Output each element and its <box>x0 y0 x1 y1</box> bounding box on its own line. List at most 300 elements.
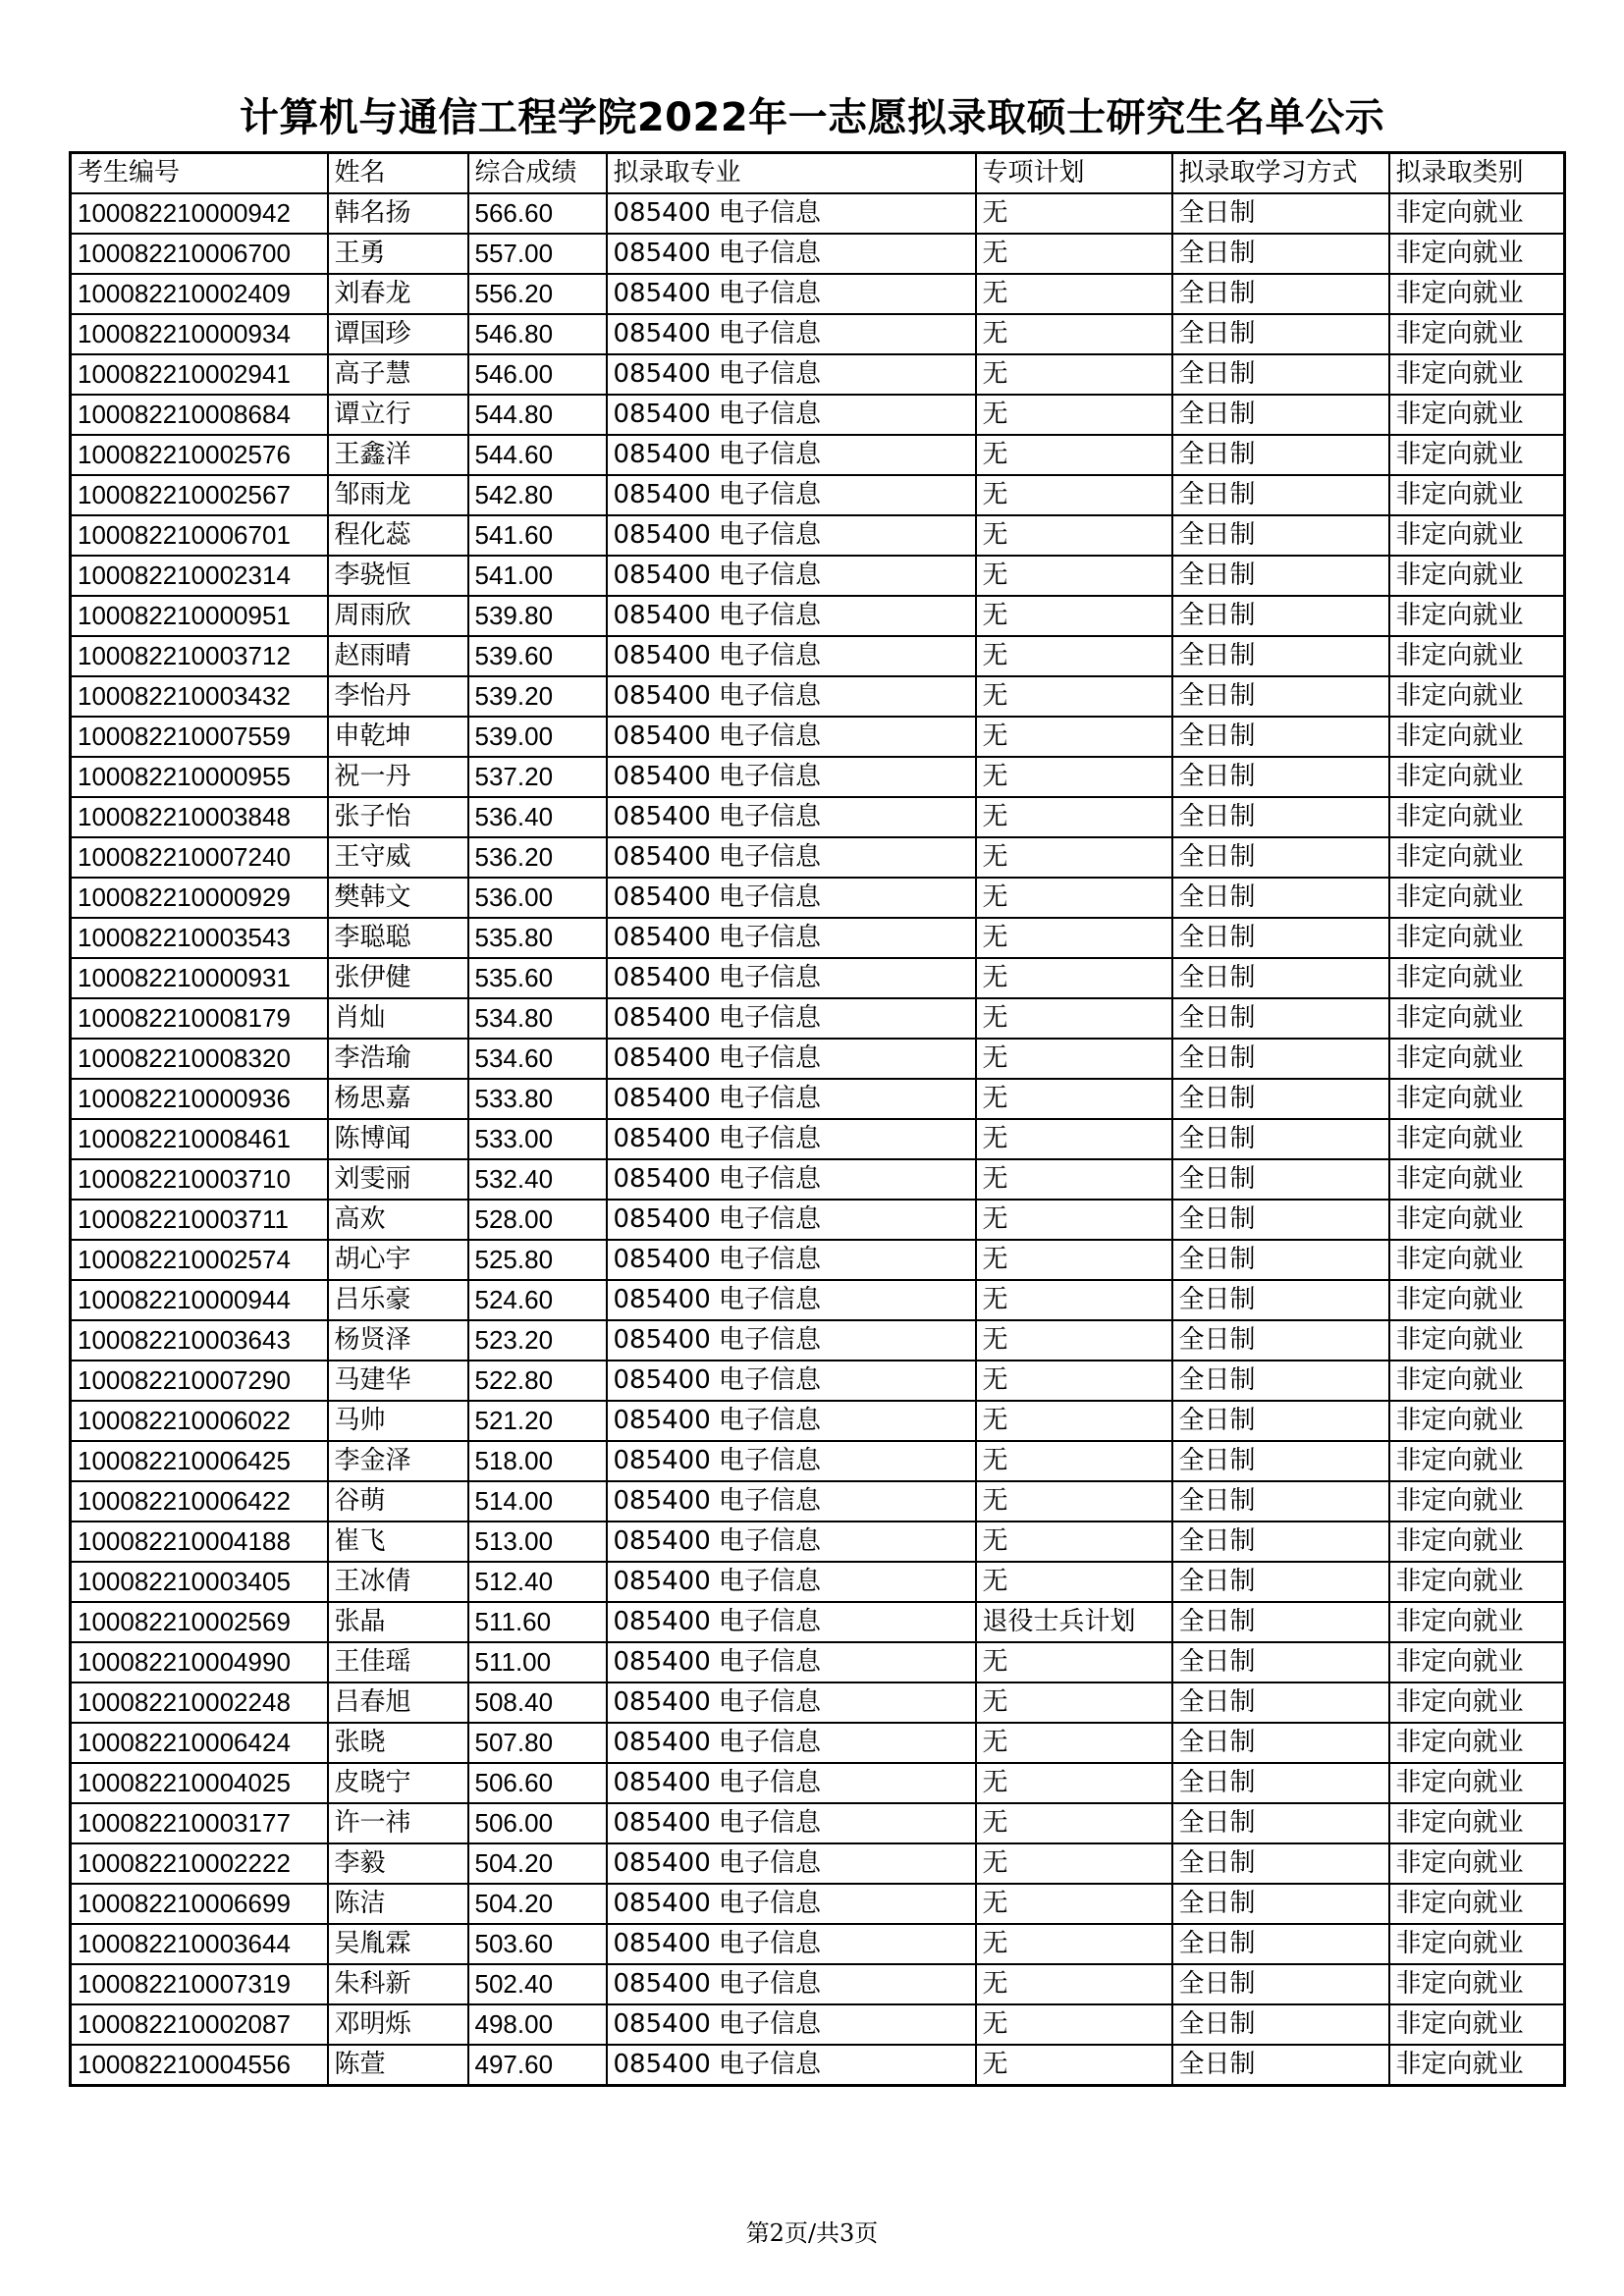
cell-major: 085400 电子信息 <box>607 1401 976 1441</box>
cell-special-plan: 无 <box>976 1320 1172 1361</box>
cell-category: 非定向就业 <box>1389 636 1565 676</box>
cell-special-plan: 无 <box>976 1763 1172 1803</box>
cell-score: 502.40 <box>468 1964 607 2004</box>
cell-special-plan: 无 <box>976 314 1172 354</box>
cell-special-plan: 无 <box>976 757 1172 797</box>
table-row <box>71 1361 1565 1401</box>
table-row <box>71 1964 1565 2004</box>
table-row <box>71 1039 1565 1079</box>
cell-major: 085400 电子信息 <box>607 1642 976 1682</box>
cell-name: 李金泽 <box>328 1441 468 1481</box>
cell-special-plan: 无 <box>976 1039 1172 1079</box>
cell-category: 非定向就业 <box>1389 395 1565 435</box>
cell-study-mode: 全日制 <box>1172 1924 1389 1964</box>
cell-special-plan: 无 <box>976 1159 1172 1200</box>
cell-category: 非定向就业 <box>1389 193 1565 234</box>
cell-major: 085400 电子信息 <box>607 1119 976 1159</box>
cell-name: 朱科新 <box>328 1964 468 2004</box>
cell-category: 非定向就业 <box>1389 1803 1565 1843</box>
cell-special-plan: 无 <box>976 274 1172 314</box>
cell-score: 546.80 <box>468 314 607 354</box>
table-row <box>71 1723 1565 1763</box>
cell-major: 085400 电子信息 <box>607 395 976 435</box>
cell-category: 非定向就业 <box>1389 1401 1565 1441</box>
cell-category: 非定向就业 <box>1389 2004 1565 2045</box>
cell-special-plan: 无 <box>976 1964 1172 2004</box>
cell-major: 085400 电子信息 <box>607 354 976 395</box>
cell-special-plan: 无 <box>976 1361 1172 1401</box>
cell-major: 085400 电子信息 <box>607 636 976 676</box>
cell-category: 非定向就业 <box>1389 918 1565 958</box>
cell-study-mode: 全日制 <box>1172 1843 1389 1884</box>
table-row <box>71 878 1565 918</box>
cell-score: 537.20 <box>468 757 607 797</box>
cell-major: 085400 电子信息 <box>607 515 976 556</box>
table-row <box>71 354 1565 395</box>
table-row <box>71 1079 1565 1119</box>
cell-study-mode: 全日制 <box>1172 314 1389 354</box>
cell-study-mode: 全日制 <box>1172 1803 1389 1843</box>
cell-study-mode: 全日制 <box>1172 1200 1389 1240</box>
cell-score: 534.80 <box>468 998 607 1039</box>
cell-name: 谭立行 <box>328 395 468 435</box>
cell-exam-id: 100082210004556 <box>71 2045 328 2086</box>
cell-category: 非定向就业 <box>1389 958 1565 998</box>
cell-name: 陈洁 <box>328 1884 468 1924</box>
cell-special-plan: 无 <box>976 515 1172 556</box>
cell-score: 534.60 <box>468 1039 607 1079</box>
header-category: 拟录取类别 <box>1389 153 1565 194</box>
cell-special-plan: 无 <box>976 1200 1172 1240</box>
cell-special-plan: 无 <box>976 234 1172 274</box>
cell-major: 085400 电子信息 <box>607 475 976 515</box>
cell-major: 085400 电子信息 <box>607 717 976 757</box>
cell-category: 非定向就业 <box>1389 797 1565 837</box>
cell-category: 非定向就业 <box>1389 1079 1565 1119</box>
table-row <box>71 1320 1565 1361</box>
cell-study-mode: 全日制 <box>1172 1642 1389 1682</box>
table-row <box>71 1843 1565 1884</box>
cell-category: 非定向就业 <box>1389 1119 1565 1159</box>
cell-exam-id: 100082210006422 <box>71 1481 328 1522</box>
page-title: 计算机与通信工程学院2022年一志愿拟录取硕士研究生名单公示 <box>239 95 1385 140</box>
cell-name: 吴胤霖 <box>328 1924 468 1964</box>
cell-category: 非定向就业 <box>1389 1723 1565 1763</box>
cell-major: 085400 电子信息 <box>607 878 976 918</box>
cell-special-plan: 无 <box>976 2004 1172 2045</box>
cell-score: 508.40 <box>468 1682 607 1723</box>
cell-exam-id: 100082210004188 <box>71 1522 328 1562</box>
cell-major: 085400 电子信息 <box>607 837 976 878</box>
cell-special-plan: 无 <box>976 1401 1172 1441</box>
cell-score: 539.60 <box>468 636 607 676</box>
cell-special-plan: 无 <box>976 1562 1172 1602</box>
cell-category: 非定向就业 <box>1389 515 1565 556</box>
cell-major: 085400 电子信息 <box>607 1924 976 1964</box>
cell-study-mode: 全日制 <box>1172 1723 1389 1763</box>
cell-name: 程化蕊 <box>328 515 468 556</box>
cell-major: 085400 电子信息 <box>607 1682 976 1723</box>
page-number: 第2页/共3页 <box>745 2219 879 2247</box>
cell-exam-id: 100082210003643 <box>71 1320 328 1361</box>
cell-exam-id: 100082210003710 <box>71 1159 328 1200</box>
cell-study-mode: 全日制 <box>1172 636 1389 676</box>
table-row <box>71 918 1565 958</box>
cell-category: 非定向就业 <box>1389 1039 1565 1079</box>
cell-exam-id: 100082210003644 <box>71 1924 328 1964</box>
cell-major: 085400 电子信息 <box>607 1723 976 1763</box>
cell-exam-id: 100082210002222 <box>71 1843 328 1884</box>
table-row <box>71 1119 1565 1159</box>
cell-category: 非定向就业 <box>1389 676 1565 717</box>
cell-name: 张晶 <box>328 1602 468 1642</box>
cell-special-plan: 无 <box>976 1240 1172 1280</box>
table-row <box>71 2004 1565 2045</box>
table-row <box>71 1763 1565 1803</box>
cell-exam-id: 100082210007319 <box>71 1964 328 2004</box>
cell-study-mode: 全日制 <box>1172 878 1389 918</box>
cell-category: 非定向就业 <box>1389 878 1565 918</box>
cell-study-mode: 全日制 <box>1172 354 1389 395</box>
table-row <box>71 797 1565 837</box>
table-row <box>71 193 1565 234</box>
cell-score: 528.00 <box>468 1200 607 1240</box>
cell-special-plan: 无 <box>976 1280 1172 1320</box>
cell-score: 533.80 <box>468 1079 607 1119</box>
cell-score: 536.00 <box>468 878 607 918</box>
cell-exam-id: 100082210006699 <box>71 1884 328 1924</box>
table-row <box>71 314 1565 354</box>
cell-name: 高欢 <box>328 1200 468 1240</box>
cell-name: 杨思嘉 <box>328 1079 468 1119</box>
cell-category: 非定向就业 <box>1389 475 1565 515</box>
cell-score: 556.20 <box>468 274 607 314</box>
cell-score: 557.00 <box>468 234 607 274</box>
cell-score: 503.60 <box>468 1924 607 1964</box>
cell-category: 非定向就业 <box>1389 1602 1565 1642</box>
cell-exam-id: 100082210004990 <box>71 1642 328 1682</box>
cell-special-plan: 无 <box>976 2045 1172 2086</box>
table-row <box>71 596 1565 636</box>
cell-score: 507.80 <box>468 1723 607 1763</box>
cell-score: 533.00 <box>468 1119 607 1159</box>
cell-major: 085400 电子信息 <box>607 1562 976 1602</box>
cell-score: 541.00 <box>468 556 607 596</box>
cell-major: 085400 电子信息 <box>607 1522 976 1562</box>
cell-category: 非定向就业 <box>1389 1562 1565 1602</box>
cell-score: 542.80 <box>468 475 607 515</box>
cell-name: 王冰倩 <box>328 1562 468 1602</box>
cell-exam-id: 100082210008320 <box>71 1039 328 1079</box>
cell-major: 085400 电子信息 <box>607 314 976 354</box>
cell-major: 085400 电子信息 <box>607 1200 976 1240</box>
header-exam-id: 考生编号 <box>71 153 328 194</box>
cell-major: 085400 电子信息 <box>607 234 976 274</box>
cell-special-plan: 无 <box>976 918 1172 958</box>
cell-category: 非定向就业 <box>1389 757 1565 797</box>
table-row <box>71 1401 1565 1441</box>
cell-exam-id: 100082210000936 <box>71 1079 328 1119</box>
cell-exam-id: 100082210008461 <box>71 1119 328 1159</box>
cell-exam-id: 100082210002941 <box>71 354 328 395</box>
cell-study-mode: 全日制 <box>1172 1522 1389 1562</box>
cell-exam-id: 100082210006701 <box>71 515 328 556</box>
cell-category: 非定向就业 <box>1389 1522 1565 1562</box>
cell-exam-id: 100082210000931 <box>71 958 328 998</box>
cell-category: 非定向就业 <box>1389 435 1565 475</box>
cell-exam-id: 100082210000942 <box>71 193 328 234</box>
cell-major: 085400 电子信息 <box>607 1079 976 1119</box>
cell-major: 085400 电子信息 <box>607 1964 976 2004</box>
cell-score: 512.40 <box>468 1562 607 1602</box>
cell-category: 非定向就业 <box>1389 837 1565 878</box>
cell-score: 521.20 <box>468 1401 607 1441</box>
cell-name: 高子慧 <box>328 354 468 395</box>
cell-score: 504.20 <box>468 1843 607 1884</box>
cell-special-plan: 无 <box>976 193 1172 234</box>
cell-name: 崔飞 <box>328 1522 468 1562</box>
cell-exam-id: 100082210006424 <box>71 1723 328 1763</box>
cell-score: 536.20 <box>468 837 607 878</box>
cell-score: 506.00 <box>468 1803 607 1843</box>
cell-study-mode: 全日制 <box>1172 435 1389 475</box>
table-row <box>71 274 1565 314</box>
cell-major: 085400 电子信息 <box>607 757 976 797</box>
cell-major: 085400 电子信息 <box>607 958 976 998</box>
cell-special-plan: 无 <box>976 435 1172 475</box>
cell-category: 非定向就业 <box>1389 274 1565 314</box>
table-row <box>71 1602 1565 1642</box>
cell-exam-id: 100082210002248 <box>71 1682 328 1723</box>
cell-score: 498.00 <box>468 2004 607 2045</box>
cell-exam-id: 100082210002087 <box>71 2004 328 2045</box>
cell-exam-id: 100082210003543 <box>71 918 328 958</box>
cell-category: 非定向就业 <box>1389 1481 1565 1522</box>
cell-study-mode: 全日制 <box>1172 1441 1389 1481</box>
table-row <box>71 556 1565 596</box>
cell-study-mode: 全日制 <box>1172 2004 1389 2045</box>
table-row <box>71 1240 1565 1280</box>
table-row <box>71 1280 1565 1320</box>
cell-exam-id: 100082210003177 <box>71 1803 328 1843</box>
cell-study-mode: 全日制 <box>1172 475 1389 515</box>
cell-exam-id: 100082210000929 <box>71 878 328 918</box>
cell-category: 非定向就业 <box>1389 1441 1565 1481</box>
cell-study-mode: 全日制 <box>1172 1562 1389 1602</box>
cell-exam-id: 100082210002409 <box>71 274 328 314</box>
cell-special-plan: 无 <box>976 1441 1172 1481</box>
cell-exam-id: 100082210008179 <box>71 998 328 1039</box>
cell-exam-id: 100082210002569 <box>71 1602 328 1642</box>
cell-major: 085400 电子信息 <box>607 1441 976 1481</box>
table-header-row <box>71 153 1565 194</box>
cell-name: 李浩瑜 <box>328 1039 468 1079</box>
cell-major: 085400 电子信息 <box>607 556 976 596</box>
cell-special-plan: 无 <box>976 556 1172 596</box>
cell-name: 邹雨龙 <box>328 475 468 515</box>
cell-name: 张伊健 <box>328 958 468 998</box>
cell-major: 085400 电子信息 <box>607 596 976 636</box>
cell-category: 非定向就业 <box>1389 314 1565 354</box>
table-body <box>71 193 1565 2086</box>
cell-name: 谭国珍 <box>328 314 468 354</box>
cell-study-mode: 全日制 <box>1172 1280 1389 1320</box>
cell-special-plan: 无 <box>976 1522 1172 1562</box>
cell-name: 刘春龙 <box>328 274 468 314</box>
cell-study-mode: 全日制 <box>1172 797 1389 837</box>
cell-score: 539.00 <box>468 717 607 757</box>
cell-major: 085400 电子信息 <box>607 797 976 837</box>
cell-major: 085400 电子信息 <box>607 1843 976 1884</box>
cell-category: 非定向就业 <box>1389 1884 1565 1924</box>
cell-special-plan: 无 <box>976 395 1172 435</box>
cell-study-mode: 全日制 <box>1172 1320 1389 1361</box>
cell-study-mode: 全日制 <box>1172 998 1389 1039</box>
cell-name: 王鑫洋 <box>328 435 468 475</box>
cell-special-plan: 无 <box>976 354 1172 395</box>
cell-score: 524.60 <box>468 1280 607 1320</box>
cell-major: 085400 电子信息 <box>607 274 976 314</box>
cell-special-plan: 无 <box>976 676 1172 717</box>
cell-category: 非定向就业 <box>1389 1280 1565 1320</box>
cell-name: 李毅 <box>328 1843 468 1884</box>
cell-exam-id: 100082210000944 <box>71 1280 328 1320</box>
header-special-plan: 专项计划 <box>976 153 1172 194</box>
cell-major: 085400 电子信息 <box>607 1481 976 1522</box>
cell-score: 544.60 <box>468 435 607 475</box>
cell-special-plan: 无 <box>976 878 1172 918</box>
cell-major: 085400 电子信息 <box>607 1361 976 1401</box>
cell-name: 杨贤泽 <box>328 1320 468 1361</box>
cell-name: 吕乐豪 <box>328 1280 468 1320</box>
cell-category: 非定向就业 <box>1389 1320 1565 1361</box>
cell-exam-id: 100082210003712 <box>71 636 328 676</box>
cell-name: 韩名扬 <box>328 193 468 234</box>
cell-category: 非定向就业 <box>1389 1361 1565 1401</box>
cell-category: 非定向就业 <box>1389 234 1565 274</box>
cell-name: 肖灿 <box>328 998 468 1039</box>
cell-major: 085400 电子信息 <box>607 2004 976 2045</box>
table-row <box>71 1682 1565 1723</box>
cell-score: 535.60 <box>468 958 607 998</box>
cell-exam-id: 100082210000955 <box>71 757 328 797</box>
cell-exam-id: 100082210006425 <box>71 1441 328 1481</box>
cell-category: 非定向就业 <box>1389 1642 1565 1682</box>
cell-study-mode: 全日制 <box>1172 1119 1389 1159</box>
cell-study-mode: 全日制 <box>1172 2045 1389 2086</box>
cell-major: 085400 电子信息 <box>607 1280 976 1320</box>
cell-category: 非定向就业 <box>1389 1159 1565 1200</box>
cell-score: 518.00 <box>468 1441 607 1481</box>
table-row <box>71 1159 1565 1200</box>
cell-exam-id: 100082210002574 <box>71 1240 328 1280</box>
cell-major: 085400 电子信息 <box>607 998 976 1039</box>
cell-category: 非定向就业 <box>1389 1682 1565 1723</box>
cell-score: 522.80 <box>468 1361 607 1401</box>
cell-name: 张子怡 <box>328 797 468 837</box>
cell-score: 544.80 <box>468 395 607 435</box>
cell-name: 李怡丹 <box>328 676 468 717</box>
cell-score: 525.80 <box>468 1240 607 1280</box>
cell-major: 085400 电子信息 <box>607 2045 976 2086</box>
header-name: 姓名 <box>328 153 468 194</box>
cell-study-mode: 全日制 <box>1172 676 1389 717</box>
cell-study-mode: 全日制 <box>1172 1039 1389 1079</box>
cell-category: 非定向就业 <box>1389 717 1565 757</box>
cell-score: 541.60 <box>468 515 607 556</box>
table-row <box>71 717 1565 757</box>
cell-special-plan: 退役士兵计划 <box>976 1602 1172 1642</box>
cell-exam-id: 100082210008684 <box>71 395 328 435</box>
cell-category: 非定向就业 <box>1389 1924 1565 1964</box>
cell-score: 539.80 <box>468 596 607 636</box>
cell-score: 506.60 <box>468 1763 607 1803</box>
cell-special-plan: 无 <box>976 1723 1172 1763</box>
table-row <box>71 1562 1565 1602</box>
cell-special-plan: 无 <box>976 1119 1172 1159</box>
table-row <box>71 395 1565 435</box>
table-row <box>71 1200 1565 1240</box>
cell-major: 085400 电子信息 <box>607 1803 976 1843</box>
cell-category: 非定向就业 <box>1389 1843 1565 1884</box>
cell-exam-id: 100082210004025 <box>71 1763 328 1803</box>
cell-study-mode: 全日制 <box>1172 958 1389 998</box>
cell-exam-id: 100082210000951 <box>71 596 328 636</box>
cell-name: 王勇 <box>328 234 468 274</box>
cell-study-mode: 全日制 <box>1172 1079 1389 1119</box>
cell-score: 535.80 <box>468 918 607 958</box>
table-row <box>71 515 1565 556</box>
cell-major: 085400 电子信息 <box>607 193 976 234</box>
cell-category: 非定向就业 <box>1389 596 1565 636</box>
table-row <box>71 676 1565 717</box>
table-row <box>71 1481 1565 1522</box>
cell-study-mode: 全日制 <box>1172 1361 1389 1401</box>
cell-exam-id: 100082210007240 <box>71 837 328 878</box>
cell-name: 申乾坤 <box>328 717 468 757</box>
cell-special-plan: 无 <box>976 1843 1172 1884</box>
cell-name: 陈博闻 <box>328 1119 468 1159</box>
table-row <box>71 234 1565 274</box>
cell-special-plan: 无 <box>976 958 1172 998</box>
cell-study-mode: 全日制 <box>1172 193 1389 234</box>
table-row <box>71 1884 1565 1924</box>
cell-study-mode: 全日制 <box>1172 274 1389 314</box>
table-row <box>71 435 1565 475</box>
cell-study-mode: 全日制 <box>1172 515 1389 556</box>
cell-special-plan: 无 <box>976 837 1172 878</box>
cell-name: 周雨欣 <box>328 596 468 636</box>
cell-study-mode: 全日制 <box>1172 395 1389 435</box>
cell-name: 吕春旭 <box>328 1682 468 1723</box>
table-row <box>71 1803 1565 1843</box>
cell-score: 546.00 <box>468 354 607 395</box>
table-row <box>71 1522 1565 1562</box>
cell-study-mode: 全日制 <box>1172 757 1389 797</box>
cell-special-plan: 无 <box>976 636 1172 676</box>
cell-study-mode: 全日制 <box>1172 717 1389 757</box>
table-row <box>71 1441 1565 1481</box>
table-row <box>71 636 1565 676</box>
cell-special-plan: 无 <box>976 1642 1172 1682</box>
cell-name: 谷萌 <box>328 1481 468 1522</box>
table-row <box>71 1642 1565 1682</box>
cell-name: 皮晓宁 <box>328 1763 468 1803</box>
cell-study-mode: 全日制 <box>1172 1159 1389 1200</box>
cell-name: 李聪聪 <box>328 918 468 958</box>
cell-major: 085400 电子信息 <box>607 1039 976 1079</box>
cell-major: 085400 电子信息 <box>607 435 976 475</box>
